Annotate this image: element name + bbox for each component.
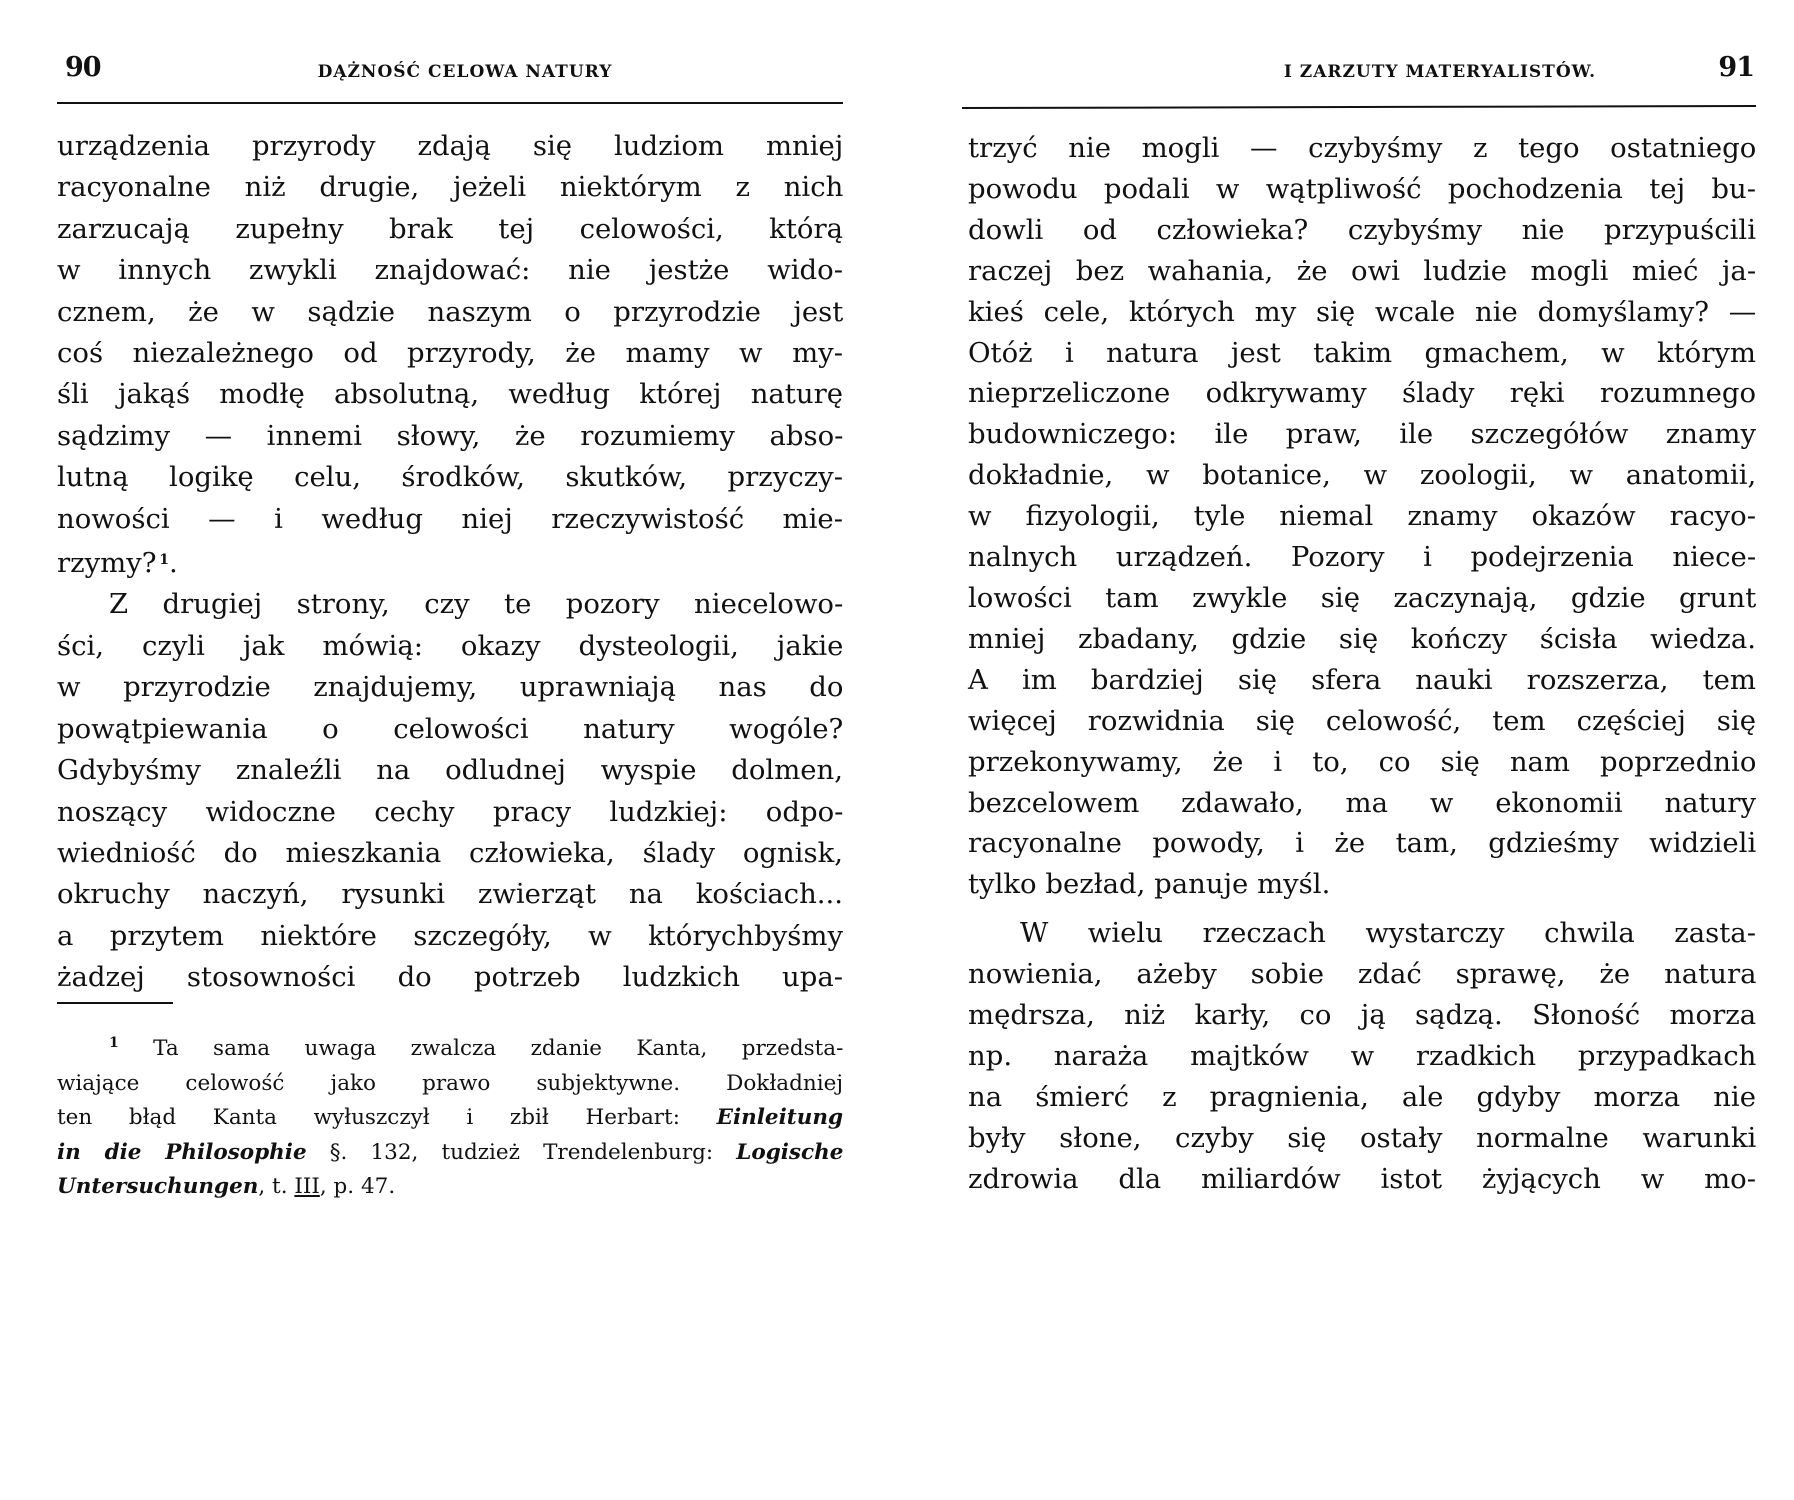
text-line-paragraph-end (57, 540, 843, 584)
header-rule-left (57, 102, 843, 104)
footnote-marker: 1 (109, 1035, 119, 1051)
footnote-title-italic: in die Philosophie (57, 1139, 307, 1165)
text-line: sądzimy — innemi słowy, że rozumiemy abso- (57, 419, 844, 452)
text-line: mędrsza, niż karły, co ją sądzą. Słoność morza (968, 999, 1757, 1032)
text-line: bezcelowem zdawało, ma w ekonomii natury (968, 786, 1756, 819)
text-line: urządzenia przyrody zdają się ludziom mniej (57, 130, 844, 162)
footnote-text: , t. (258, 1174, 295, 1199)
footnote-line: wiające celowość jako prawo subjektywne. Dokładniej (57, 1070, 843, 1096)
text-line: racyonalne niż drugie, jeżeli niektórym z nich (57, 171, 844, 204)
text-line: dowli od człowieka? czybyśmy nie przypuścili (968, 213, 1756, 246)
footnote-line (57, 1026, 843, 1067)
footnote-reference-suffix: . (169, 547, 178, 580)
text-line: np. naraża majtków w rzadkich przypadkach (968, 1039, 1757, 1072)
running-head-title-right: I ZARZUTY MATERYALISTÓW. (1283, 62, 1596, 82)
text-line-paragraph-start: W wielu rzeczach wystarczy chwila zasta- (1020, 917, 1756, 950)
text-line: więcej rozwidnia się celowość, tem częściej się (968, 704, 1756, 737)
footnote-volume-underlined: III (294, 1174, 320, 1199)
text-line: cznem, że w sądzie naszym o przyrodzie jest (57, 295, 844, 328)
text-line: Otóż i natura jest takim gmachem, w którym (968, 336, 1756, 369)
text-line: racyonalne powody, i że tam, gdzieśmy widzieli (968, 827, 1757, 860)
text-line-paragraph-start: Z drugiej strony, czy te pozory niecelowo- (109, 588, 844, 621)
text-line: wiedniość do mieszkania człowieka, ślady ognisk, (57, 836, 843, 869)
running-head-title-left: DĄŻNOŚĆ CELOWA NATURY (317, 62, 613, 82)
body-text-left (57, 126, 843, 999)
footnote-line (57, 1136, 843, 1171)
footnote-line (57, 1170, 843, 1205)
text-line: trzyć nie mogli — czybyśmy z tego ostatniego (968, 132, 1757, 164)
text-line: budowniczego: ile praw, ile szczegółów znamy (968, 418, 1756, 451)
footnote-block (57, 1026, 843, 1205)
text-line: coś niezależnego od przyrody, że mamy w my- (57, 337, 843, 370)
text-line: nalnych urządzeń. Pozory i podejrzenia niece- (968, 541, 1757, 574)
text-line: były słone, czyby się ostały normalne warunki (968, 1121, 1757, 1154)
text-line: ści, czyli jak mówią: okazy dysteologii, jakie (57, 629, 844, 662)
text-line: w przyrodzie znajdujemy, uprawniają nas do (57, 671, 844, 704)
text-line: dokładnie, w botanice, w zoologii, w anatomii, (968, 459, 1757, 492)
right-page (968, 0, 1756, 1500)
text-line: nieprzeliczone odkrywamy ślady ręki rozumnego (968, 377, 1756, 410)
header-rule-right (962, 105, 1756, 109)
footnote-title-italic: Logische (736, 1139, 844, 1165)
footnote-title-italic: Einleitung (716, 1105, 843, 1130)
text-line: nowienia, ażeby sobie zdać sprawę, że natura (968, 958, 1757, 991)
text-line: noszący widoczne cechy pracy ludzkiej: odpo- (57, 795, 844, 828)
text-line: powodu podali w wątpliwość pochodzenia tej bu- (968, 172, 1756, 205)
text-line: nowości — i według niej rzeczywistość mie- (57, 502, 843, 535)
text-line: kieś cele, których my się wcale nie domyślamy? — (968, 295, 1757, 328)
body-text-right (968, 128, 1756, 1200)
footnote-text: , p. 47. (319, 1174, 396, 1199)
text-line: powątpiewania o celowości natury wogóle? (57, 712, 844, 745)
text-line-content: rzymy? (57, 547, 157, 580)
text-line: przekonywamy, że i to, co się nam poprzednio (968, 745, 1757, 778)
text-line: zdrowia dla miliardów istot żyjących w mo- (968, 1162, 1756, 1195)
text-line: lutną logikę celu, środków, skutków, przyczy- (57, 461, 843, 494)
text-line: na śmierć z pragnienia, ale gdyby morza nie (968, 1080, 1756, 1113)
text-line: okruchy naczyń, rysunki zwierząt na kościach... (57, 878, 843, 911)
footnote-title-italic: Untersuchungen (57, 1174, 259, 1199)
footnote-separator (57, 1002, 173, 1004)
page-number-right: 91 (1718, 52, 1754, 83)
text-line: w fizyologii, tyle niemal znamy okazów racyo- (968, 500, 1756, 533)
running-head-right (968, 52, 1756, 92)
text-line: żadzej stosowności do potrzeb ludzkich upa- (57, 961, 844, 994)
page-number-left: 90 (65, 52, 101, 83)
text-line: zarzucają zupełny brak tej celowości, którą (57, 212, 843, 245)
footnote-text: Ta sama uwaga zwalcza zdanie Kanta, przedsta- (153, 1036, 844, 1061)
footnote-reference[interactable]: 1 (159, 552, 170, 569)
footnote-text: §. 132, tudzież Trendelenburg: (306, 1139, 737, 1165)
text-line: A im bardziej się sfera nauki rozszerza, tem (968, 663, 1756, 696)
text-line: a przytem niektóre szczegóły, w którychbyśmy (57, 919, 843, 952)
text-line: mniej zbadany, gdzie się kończy ścisła wiedza. (968, 622, 1756, 655)
footnote-text: ten błąd Kanta wyłuszczył i zbił Herbart: (57, 1105, 717, 1130)
text-line: lowości tam zwykle się zaczynają, gdzie grunt (968, 581, 1757, 614)
text-line: Gdybyśmy znaleźli na odludnej wyspie dolmen, (57, 754, 843, 787)
text-line-paragraph-end: tylko bezład, panuje myśl. (968, 868, 1331, 901)
running-head-left (57, 52, 843, 92)
footnote-line (57, 1101, 843, 1136)
text-line: śli jakąś modłę absolutną, według której naturę (57, 378, 843, 411)
left-page (57, 0, 843, 1500)
text-line: w innych zwykli znajdować: nie jestże wido- (57, 254, 843, 287)
text-line: raczej bez wahania, że owi ludzie mogli mieć ja- (968, 254, 1757, 287)
